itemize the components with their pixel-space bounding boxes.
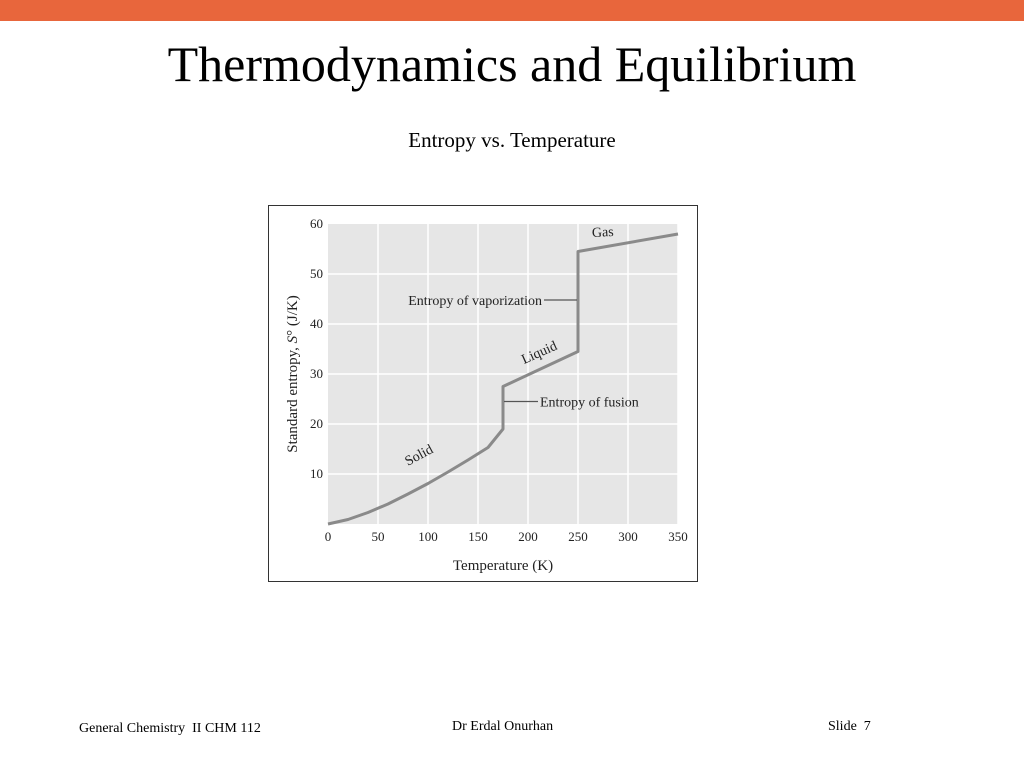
entropy-of-vaporization-label: Entropy of vaporization (408, 294, 542, 309)
y-axis-label (285, 295, 301, 453)
y-tick-label: 50 (310, 266, 323, 281)
gas-label: Gas (591, 224, 615, 242)
liquid-label: Liquid (519, 338, 560, 368)
x-tick-label: 250 (568, 529, 588, 544)
footer-author: Dr Erdal Onurhan (452, 719, 554, 734)
x-tick-label: 0 (324, 529, 332, 544)
chart-figure (268, 205, 698, 582)
x-tick-label: 300 (618, 529, 638, 544)
y-axis-label-suffix: ° (J/K) (285, 295, 301, 336)
y-tick-label: 40 (310, 316, 323, 331)
y-tick-label: 30 (310, 366, 323, 381)
slide-subtitle: Entropy vs. Temperature (408, 128, 616, 152)
y-tick-label: 20 (310, 416, 323, 431)
top-accent-bar (0, 0, 1024, 21)
y-tick-label: 10 (310, 466, 323, 481)
footer-slide-number: Slide 7 (828, 719, 871, 734)
y-tick-label: 60 (310, 216, 323, 231)
x-tick-label: 100 (418, 529, 438, 544)
entropy-of-fusion-label: Entropy of fusion (540, 395, 639, 411)
x-axis-label: Temperature (K) (452, 558, 554, 574)
x-tick-label: 200 (518, 529, 538, 544)
entropy-chart (269, 206, 699, 583)
x-tick-label: 150 (468, 529, 488, 544)
x-tick-label: 350 (668, 529, 688, 544)
y-axis-label-symbol: S (285, 335, 301, 344)
slide-title: Thermodynamics and Equilibrium (167, 36, 857, 92)
x-tick-label: 50 (371, 529, 385, 544)
y-axis-label-prefix: Standard entropy, (285, 343, 301, 453)
solid-label: Solid (402, 442, 436, 470)
footer-course: General Chemistry II CHM 112 (79, 721, 261, 736)
